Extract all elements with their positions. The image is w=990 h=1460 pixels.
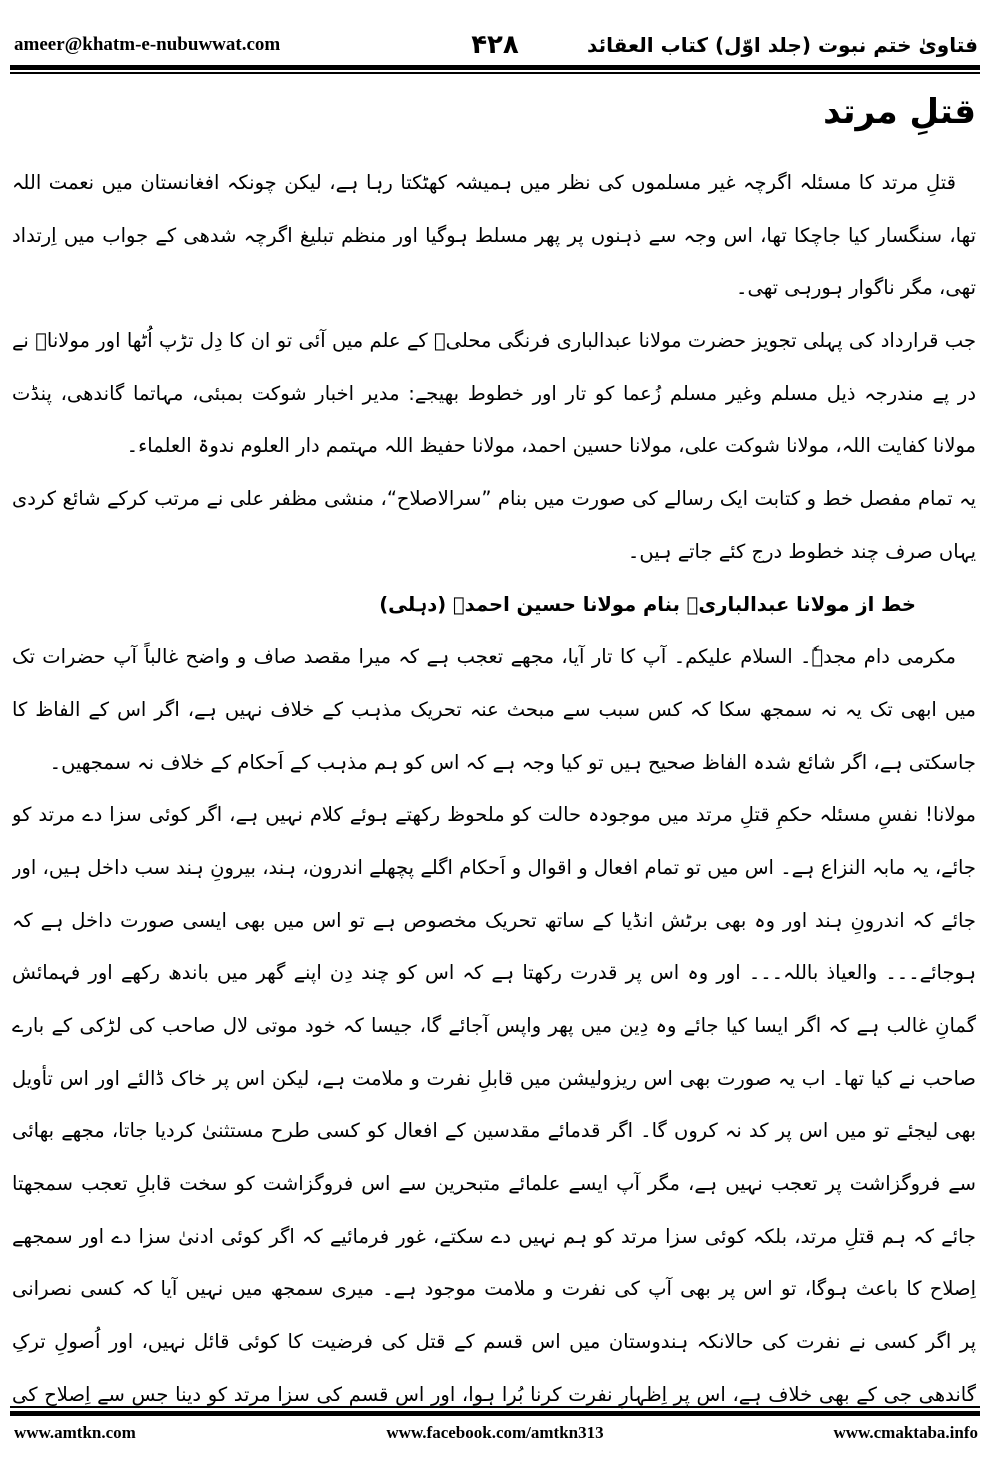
text-line: ہوجائے۔۔۔ والعیاذ باللہ۔۔۔ اور وہ اس پر قدرت رکھتا ہے کہ اس کو چند دِن اپنے گھر میں باندھ رکھے اور فہمائش xyxy=(12,961,976,985)
footer-rule-thin xyxy=(10,1406,980,1408)
text-line: جب قرارداد کی پہلی تجویز حضرت مولانا عبدالباری فرنگی محلیؒ کے علم میں آئی تو ان کا دِل تڑپ اُٹھا اور مولاناؒ نے xyxy=(12,329,976,353)
text-line: قتلِ مرتد کا مسئلہ اگرچہ غیر مسلموں کی نظر میں ہمیشہ کھٹکتا رہا ہے، لیکن چونکہ افغانستان میں نعمت اللہ xyxy=(12,171,956,194)
text-line: اِصلاح کا باعث ہوگا، تو اس پر بھی آپ کی نفرت و ملامت موجود ہے۔ میری سمجھ میں نہیں آیا کہ کسی نصرانی xyxy=(12,1277,976,1301)
header-rule-thin xyxy=(10,72,980,74)
text-line: جائے، یہ مابہ النزاع ہے۔ اس میں تو تمام افعال و اقوال و اَحکام اگلے پچھلے اندرون، ہند، بیرونِ ہند سب داخل ہیں، اور xyxy=(12,855,976,879)
text-line: گمانِ غالب ہے کہ اگر ایسا کیا جائے وہ دِین میں پھر واپس آجائے گا، جیسا کہ خود موتی لال صاحب کی لڑکی کے بارے xyxy=(12,1014,976,1037)
page-body xyxy=(12,157,976,1422)
text-line: جاسکتی ہے، اگر شائع شدہ الفاظ صحیح ہیں تو کیا وجہ ہے کہ اس کو ہم مذہب کے اَحکام کے خلاف نہ سمجھیں۔ xyxy=(49,750,976,774)
text-line: مولانا کفایت اللہ، مولانا شوکت علی، مولانا حسین احمد، مولانا حفیظ اللہ مہتمم دار العلوم ندوۃ العلماء۔ xyxy=(126,434,976,458)
text-line: گاندھی جی کے بھی خلاف ہے، اس پر اِظہارِ نفرت کرنا بُرا ہوا، اور اس قسم کی سزا مرتد کو دینا جس سے اِصلاح کی xyxy=(12,1382,976,1406)
text-line: جائے کہ اندرونِ ہند اور وہ بھی برٹش انڈیا کے ساتھ تحریک مخصوص ہے تو اس میں بھی ایسی صورت داخل ہے کہ xyxy=(12,908,976,932)
text-line: مولانا! نفسِ مسئلہ حکمِ قتلِ مرتد میں موجودہ حالت کو ملحوظ رکھتے ہوئے کلام نہیں ہے، اگر کوئی سزا دے مرتد کو xyxy=(12,803,976,827)
header-rule-thick xyxy=(10,65,980,70)
text-line: سے فروگزاشت پر تعجب نہیں ہے، مگر آپ ایسے علمائے متبحرین سے اس فروگزاشت کو سخت قابلِ تعجب سمجھتا xyxy=(12,1172,976,1196)
text-line: جائے کہ ہم قتلِ مرتد، بلکہ کوئی سزا مرتد کو ہم نہیں دے سکتے، غور فرمائیے کہ اگر کوئی ادنیٰ سزا دے اور سمجھے xyxy=(12,1224,976,1248)
page-number: ۴۲۸ xyxy=(471,30,519,60)
footer-link-facebook[interactable]: www.facebook.com/amtkn313 xyxy=(386,1423,604,1442)
text-line: یہاں صرف چند خطوط درج کئے جاتے ہیں۔ xyxy=(627,539,976,563)
book-title: فتاویٰ ختم نبوت (جلد اوّل) کتاب العقائد xyxy=(587,33,978,57)
text-line: میں ابھی تک یہ نہ سمجھ سکا کہ کس سبب سے مبحث عنہ تحریک مذہب کے خلاف نہیں ہے، اگر اس کے الفاظ کا xyxy=(12,697,976,721)
footer-link-cmaktaba[interactable]: www.cmaktaba.info xyxy=(833,1423,978,1442)
text-line: پر اگر کسی نے نفرت کی حالانکہ ہندوستان میں اس قسم کے قتل کی فرضیت کا کوئی قائل نہیں، اور اُصولِ ترکِ xyxy=(12,1330,976,1354)
text-line: تھی، مگر ناگوار ہورہی تھی۔ xyxy=(736,276,976,300)
text-line: بھی لیجئے تو میں اس پر کد نہ کروں گا۔ اگر قدمائے مقدسین کے افعال کو کسی طرح مستثنیٰ کردیا جاتا، مجھے بھائی xyxy=(12,1119,976,1143)
text-line: مکرمی دام مجدہٗ۔ السلام علیکم۔ آپ کا تار آیا، مجھے تعجب ہے کہ میرا مقصد صاف و واضح غالباً آپ حضرات تک xyxy=(12,645,956,669)
text-line: یہ تمام مفصل خط و کتابت ایک رسالے کی صورت میں بنام ”سرالاصلاح“، منشی مظفر علی نے مرتب کرکے شائع کردی xyxy=(12,487,976,511)
text-line: در پے مندرجہ ذیل مسلم وغیر مسلم زُعما کو تار اور خطوط بھیجے: مدیر اخبار شوکت بمبئی، مہاتما گاندھی، پنڈت xyxy=(12,381,976,405)
text-line: تھا، سنگسار کیا جاچکا تھا، اس وجہ سے ذہنوں پر پھر مسلط ہوگیا اور منظم تبلیغ اگرچہ شدھی کے جواب میں اِرتداد xyxy=(12,223,976,247)
letter-heading: خط از مولانا عبدالباریؒ بنام مولانا حسین احمدؒ (دہلی) xyxy=(379,592,916,616)
header-email: ameer@khatm-e-nubuwwat.com xyxy=(14,34,281,55)
footer-link-amtkn[interactable]: www.amtkn.com xyxy=(14,1423,136,1442)
section-title: قتلِ مرتد xyxy=(823,92,976,132)
text-line: صاحب نے کیا تھا۔ اب یہ صورت بھی اس ریزولیشن میں قابلِ نفرت و ملامت ہے، لیکن اس پر خاک ڈالئے اور اس تأویل xyxy=(12,1066,976,1090)
footer-rule-thick xyxy=(10,1411,980,1416)
